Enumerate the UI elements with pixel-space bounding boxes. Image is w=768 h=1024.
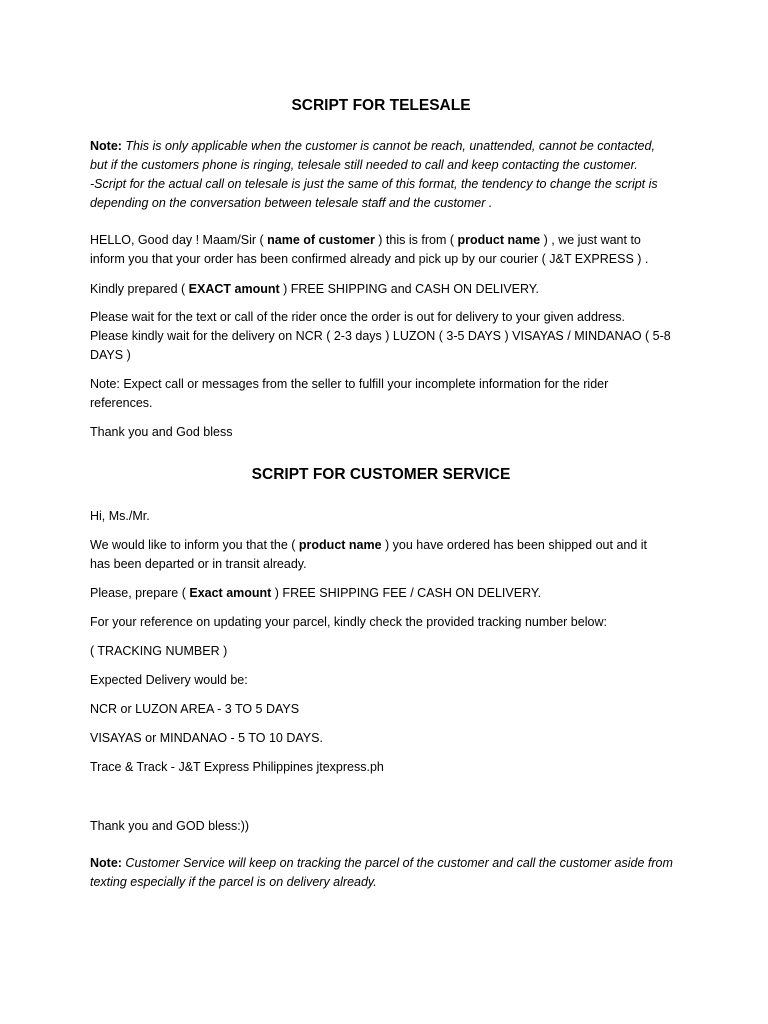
reference-text: For your reference on updating your parcel, kindly check the provided tracking number below:: [90, 615, 607, 629]
cs-tracking-number: [90, 642, 672, 661]
telesale-wait: [90, 308, 672, 365]
prepare-text: ) FREE SHIPPING and CASH ON DELIVERY.: [279, 282, 540, 296]
wait-line: Please kindly wait for the delivery on NCR ( 2-3 days ) LUZON ( 3-5 DAYS ) VISAYAS / MINDANAO ( 5-8: [90, 329, 671, 343]
visayas-text: VISAYAS or MINDANAO - 5 TO 10 DAYS.: [90, 731, 323, 745]
cs-greeting: [90, 507, 672, 526]
note-text-line: but if the customers phone is ringing, telesale still needed to call and keep contacting the customer.: [90, 158, 638, 172]
note2-line: Note: Expect call or messages from the seller to fulfill your incomplete information for the rider: [90, 377, 609, 391]
prepare-text: ) FREE SHIPPING FEE / CASH ON DELIVERY.: [271, 586, 542, 600]
thanks-text: Thank you and GOD bless:)): [90, 819, 250, 833]
exact-amount: EXACT amount: [188, 282, 280, 296]
cs-prepare: [90, 584, 672, 603]
greeting-text: HELLO, Good day ! Maam/Sir (: [90, 233, 268, 247]
cs-note: [90, 854, 672, 892]
cs-inform: [90, 536, 672, 574]
greeting-line: inform you that your order has been confirmed already and pick up by our courier ( J&T EXPRESS ) .: [90, 252, 649, 266]
hi-text: Hi, Ms./Mr.: [90, 509, 150, 523]
wait-line: DAYS ): [90, 348, 131, 362]
telesale-title: SCRIPT FOR TELESALE: [291, 97, 471, 114]
trace-text: Trace & Track - J&T Express Philippines jtexpress.ph: [90, 760, 384, 774]
cs-expected: [90, 671, 672, 690]
note-text-line: This is only applicable when the customer is cannot be reach, unattended, cannot be contacted,: [121, 139, 655, 153]
greeting-text: ) this is from (: [374, 233, 458, 247]
wait-line: Please wait for the text or call of the rider once the order is out for delivery to your given address.: [90, 310, 625, 324]
note-text-line: Customer Service will keep on tracking the parcel of the customer and call the customer aside from: [121, 856, 673, 870]
note-text-line: texting especially if the parcel is on delivery already.: [90, 875, 377, 889]
cs-thanks: [90, 817, 672, 836]
inform-text: We would like to inform you that the (: [90, 538, 299, 552]
ncr-text: NCR or LUZON AREA - 3 TO 5 DAYS: [90, 702, 300, 716]
telesale-note: [90, 137, 672, 213]
exact-amount: Exact amount: [189, 586, 272, 600]
greeting-text: ) , we just want to: [540, 233, 641, 247]
customer-service-title: SCRIPT FOR CUSTOMER SERVICE: [251, 466, 511, 483]
tracking-text: ( TRACKING NUMBER ): [90, 644, 228, 658]
telesale-thanks: [90, 423, 672, 442]
cs-ncr: [90, 700, 672, 719]
note-text-line: depending on the conversation between telesale staff and the customer .: [90, 196, 493, 210]
telesale-prepare: [90, 280, 672, 299]
inform-text: ) you have ordered has been shipped out and it: [381, 538, 648, 552]
note-label: Note:: [90, 856, 122, 870]
expected-text: Expected Delivery would be:: [90, 673, 248, 687]
inform-line: has been departed or in transit already.: [90, 557, 307, 571]
cs-trace: [90, 758, 672, 777]
name-of-customer: name of customer: [267, 233, 375, 247]
note-text-line: -Script for the actual call on telesale is just the same of this format, the tendency to change the script is: [90, 177, 658, 191]
product-name: product name: [298, 538, 382, 552]
prepare-text: Kindly prepared (: [90, 282, 189, 296]
telesale-note2: [90, 375, 672, 413]
cs-visayas: [90, 729, 672, 748]
note2-line: references.: [90, 396, 153, 410]
product-name: product name: [457, 233, 541, 247]
note-label: Note:: [90, 139, 122, 153]
cs-reference: [90, 613, 672, 632]
telesale-greeting: [90, 231, 672, 269]
thanks-text: Thank you and God bless: [90, 425, 233, 439]
prepare-text: Please, prepare (: [90, 586, 190, 600]
